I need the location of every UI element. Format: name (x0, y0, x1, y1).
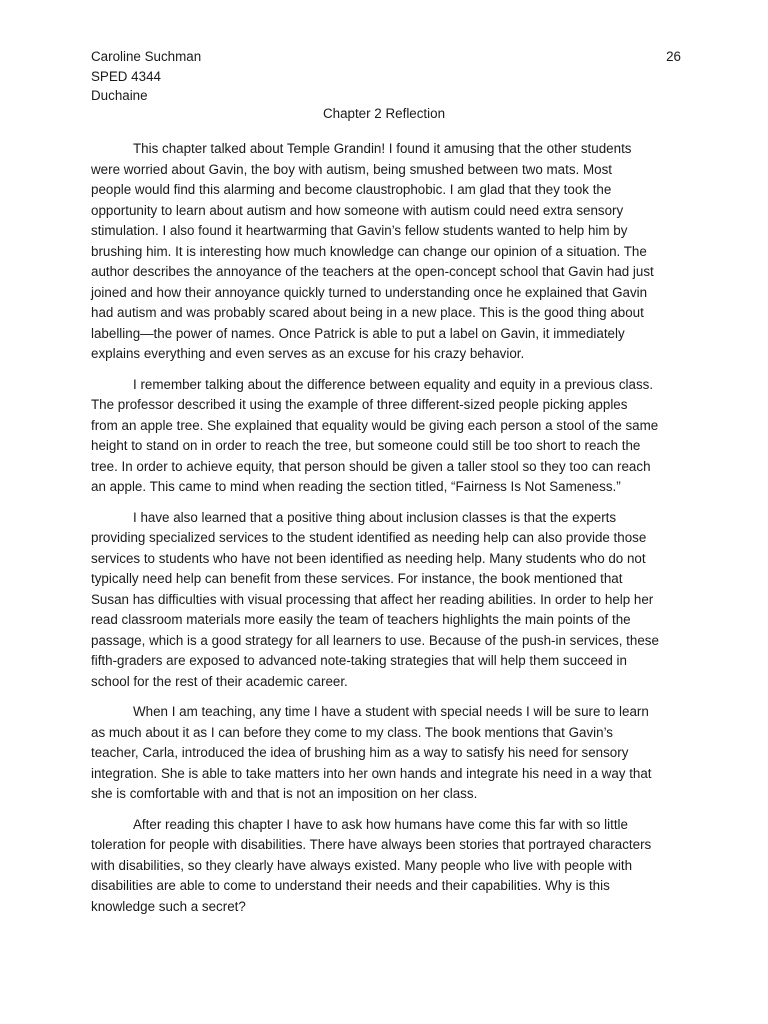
paragraph-line: disabilities are able to come to understand their needs and their capabilities. Why is this (91, 878, 610, 893)
paragraph-line: I remember talking about the difference between equality and equity in a previous class. (133, 376, 654, 392)
paragraph-line: people would find this alarming and become claustrophobic. I am glad that they took the (91, 182, 612, 197)
paragraph-line: school for the rest of their academic career. (91, 673, 348, 689)
paragraph-line: stimulation. I also found it heartwarming that Gavin’s fellow students wanted to help him by (91, 223, 628, 238)
paragraph-line: opportunity to learn about autism and how someone with autism could need extra sensory (91, 202, 624, 218)
paragraph-line: teacher, Carla, introduced the idea of brushing him as a way to satisfy his need for sensory (91, 745, 629, 760)
paragraph-line: After reading this chapter I have to ask how humans have come this far with so little (133, 816, 628, 832)
paragraph-line: brushing him. It is interesting how much knowledge can change our opinion of a situation. The (91, 243, 647, 259)
paragraph-4 (91, 702, 677, 805)
paragraph-line: I have also learned that a positive thing about inclusion classes is that the experts (133, 509, 617, 525)
paragraph-line: as much about it as I can before they come to my class. The book mentions that Gavin’s (91, 724, 614, 740)
document-body (91, 139, 677, 927)
document-header (91, 47, 681, 106)
paragraph-line: tree. In order to achieve equity, that person should be given a taller stool so they too can reach (91, 458, 651, 474)
paragraph-line: knowledge such a secret? (91, 898, 246, 914)
paragraph-1 (91, 139, 677, 365)
paragraph-2 (91, 375, 677, 498)
instructor-name: Duchaine (91, 88, 148, 103)
paragraph-line: passage, which is a good strategy for all learners to use. Because of the push-in services, these (91, 632, 659, 648)
page-number: 26 (666, 49, 681, 64)
paragraph-line: The professor described it using the example of three different-sized people picking apples (91, 397, 628, 412)
paragraph-line: joined and how their annoyance quickly turned to understanding once he explained that Gavin (91, 284, 648, 300)
paragraph-line: integration. She is able to take matters into her own hands and integrate his need in a way that (91, 765, 652, 781)
paragraph-line: services to students who have not been identified as needing help. Many students who do not (91, 550, 646, 566)
paragraph-line: she is comfortable with and that is not an imposition on her class. (91, 786, 478, 801)
paragraph-line: labelling—the power of names. Once Patrick is able to put a label on Gavin, it immediately (91, 325, 625, 341)
paragraph-5 (91, 815, 677, 918)
paragraph-line: This chapter talked about Temple Grandin! I found it amusing that the other students (133, 141, 632, 156)
paragraph-line: height to stand on in order to reach the tree, but someone could still be too short to reach the (91, 438, 641, 453)
paragraph-line: from an apple tree. She explained that equality would be giving each person a stool of the same (91, 417, 659, 433)
paragraph-line: read classroom materials more easily the team of teachers highlights the main points of the (91, 612, 631, 627)
paragraph-line: toleration for people with disabilities. There have always been stories that portrayed characters (91, 837, 652, 852)
paragraph-line: author describes the annoyance of the teachers at the open-concept school that Gavin had just (91, 264, 654, 279)
paragraph-line: When I am teaching, any time I have a student with special needs I will be sure to learn (133, 704, 649, 719)
author-name: Caroline Suchman (91, 49, 202, 64)
paragraph-line: were worried about Gavin, the boy with autism, being smushed between two mats. Most (91, 161, 612, 177)
paragraph-line: an apple. This came to mind when reading the section titled, “Fairness Is Not Sameness.” (91, 479, 621, 494)
paragraph-line: providing specialized services to the student identified as needing help can also provide those (91, 530, 647, 545)
paragraph-line: typically need help can benefit from these services. For instance, the book mentioned that (91, 571, 623, 586)
course-code: SPED 4344 (91, 68, 161, 84)
paragraph-line: explains everything and even serves as an excuse for his crazy behavior. (91, 346, 525, 361)
document-title: Chapter 2 Reflection (322, 106, 446, 121)
paragraph-3 (91, 508, 677, 693)
paragraph-line: fifth-graders are exposed to advanced note-taking strategies that will help them succeed in (91, 653, 627, 668)
paragraph-line: Susan has difficulties with visual processing that affect her reading abilities. In order to help her (91, 591, 654, 607)
paragraph-line: with disabilities, so they clearly have always existed. Many people who live with people with (91, 857, 633, 873)
paragraph-line: had autism and was probably scared about being in a new place. This is the good thing about (91, 305, 644, 320)
